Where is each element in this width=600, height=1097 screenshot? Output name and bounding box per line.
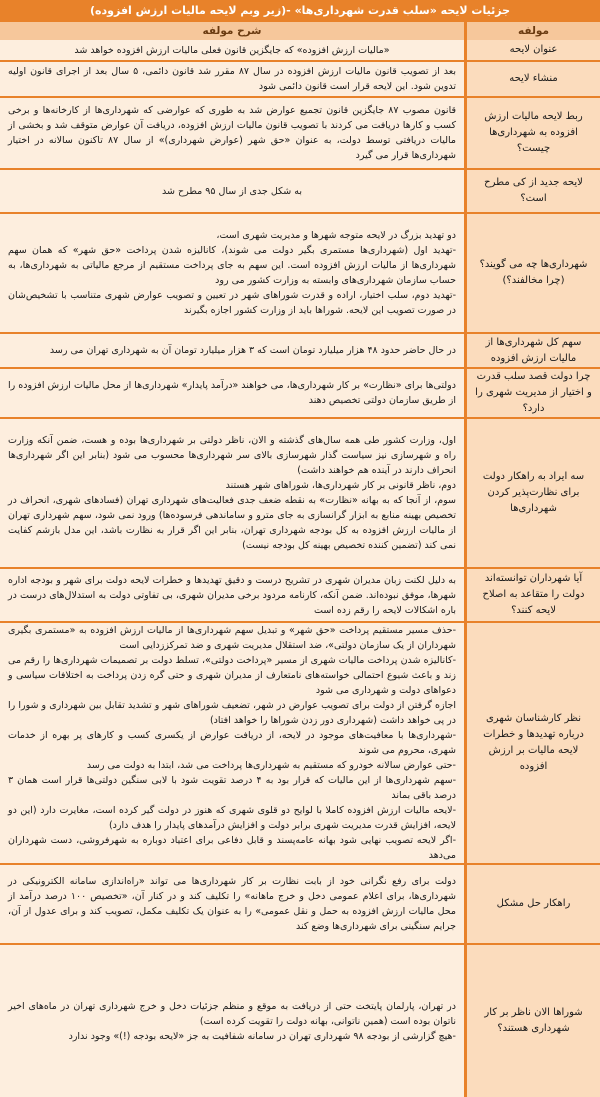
component-cell: راهکار حل مشکل: [464, 865, 600, 943]
component-cell: منشاء لایحه: [464, 62, 600, 96]
table-header: [0, 22, 600, 40]
component-cell: ربط لایحه مالیات ارزش افزوده به شهرداری‌ها چیست؟: [464, 98, 600, 168]
table-row: [0, 621, 600, 863]
description-cell: [0, 214, 464, 332]
description-paragraph: اول، وزارت کشور طی همه سال‌های گذشته و الان، ناظر دولتی بر شهرداری‌ها بوده و هست، ضمن آنکه وزارت راه و شهرسازی نیز سیاست گذار شهرسازی بالای سر شهرداری‌ها محسوب می شود (بنابر این اگر شهرداری‌ها انحراف دارند در آینده هم خواهند داشت): [8, 435, 456, 476]
component-cell: سهم کل شهرداری‌ها از مالیات ارزش افزوده: [464, 334, 600, 367]
description-cell: [0, 98, 464, 168]
component-cell: آیا شهرداران توانسته‌اند دولت را متقاعد به اصلاح لایحه کنند؟: [464, 569, 600, 621]
component-cell: شهرداری‌ها چه می گویند؟ (چرا مخالفند؟): [464, 214, 600, 332]
description-paragraph: -سهم شهرداری‌ها از این مالیات که قرار بود به ۴ درصد تقویت شود با لابی سنگین دولتی‌ها قرار است همان ۳ درصد باقی بماند: [8, 775, 456, 801]
table-body: [0, 40, 600, 1097]
description-paragraph: اجازه گرفتن از دولت برای تصویب عوارض در شهر، تضعیف شوراهای شهر و تشدید تقابل بین شهرداری و شورا را در پی خواهد داشت (شهرداری دور زدن شوراها را خواهد افتاد): [8, 700, 456, 726]
table-row: [0, 863, 600, 943]
description-paragraph: سوم، از آنجا که به بهانه «نظارت» به نقطه ضعف جدی فعالیت‌های شهرداری تهران (فسادهای شهری، انحراف در تخصیص بهینه منابع به ابزار گرانسازی به جای مترو و ساماندهی فرسوده‌ها) ورود نمی شود، سهم شهرداری تهران از مالیات ارزش افزوده به کل بودجه شهرداری تهران، بنابر این اگر قرار به نظارت باشد، این مدل بازشم کفایت نمی کند (تضمین کننده تخصیص بهینه کل بودجه نیست): [8, 495, 456, 551]
description-paragraph: -تهدید اول (شهرداری‌ها مستمری بگیر دولت می شوند)، کانالیزه شدن پرداخت «حق شهر» که همان سهم شهرداری‌ها از مالیات ارزش افزوده است. این سهم به جای پرداخت مستقیم از مرجع مالیاتی به شهرداری‌ها، به حساب سازمان شهرداری‌های وابسته به وزارت کشور می رود: [8, 245, 456, 286]
component-cell: شوراها الان ناظر بر کار شهرداری هستند؟: [464, 945, 600, 1097]
description-paragraph: -تهدید دوم، سلب اختیار، اراده و قدرت شوراهای شهر در تعیین و تصویب عوارض شهری متناسب با تشخیص‌شان در صورت تصویب این لایحه. شوراها باید از وزارت کشور اجازه بگیرند: [8, 290, 456, 316]
description-column-header: شرح مولفه: [202, 25, 262, 37]
description-paragraph: -لایحه مالیات ارزش افزوده کاملا با لوایح دو قلوی شهری که هنوز در دولت گیر کرده است، مغایرت دارد (این دو لایحه، افزایش قدرت مدیریت شهری برابر دولت و افزایش درآمدهای پایدار را هدف دارد): [8, 805, 456, 831]
description-paragraph: دولت برای رفع نگرانی خود از بابت نظارت بر کار شهرداری‌ها می تواند «راه‌اندازی سامانه الکترونیکی در شهرداری‌ها، برای اعلام عمومی دخل و خرج ماهانه» را تکلیف کند و در کنار آن، «تخصیص ۱۰۰ درصد درآمد از محل مالیات ارزش افزوده به حمل و نقل عمومی» را به عنوان یک تکلیف مکمل، تصویب کند و برای عدول از آن، جرایم سنگینی برای شهرداری‌ها وضع کند: [8, 876, 456, 932]
description-paragraph: -کانالیزه شدن پرداخت مالیات شهری از مسیر «پرداخت دولتی»، تسلط دولت بر تصمیمات شهرداری‌ها را رقم می زند و باعث شیوع احتمالی خواسته‌های نامتعارف از مدیران شهری و حتی گره زدن پرداخت به اختلافات سیاسی و دعواهای دولت و شهرداری می شود: [8, 655, 456, 696]
description-cell: [0, 369, 464, 417]
description-cell: [0, 945, 464, 1097]
description-paragraph: -اگر لایحه تصویب نهایی شود بهانه عامه‌پسند و قابل دفاعی برای اعتیاد دوباره به شهرفروشی، دست شهرداران می‌دهد: [8, 835, 456, 861]
description-paragraph: «مالیات ارزش افزوده» که جایگزین قانون فعلی مالیات ارزش افزوده خواهد شد: [74, 44, 390, 56]
component-column-header: مولفه: [464, 22, 600, 40]
description-paragraph: -هیچ گزارشی از بودجه ۹۸ شهرداری تهران در سامانه شفافیت به جز «لایحه بودجه (!)» وجود ندارد: [68, 1030, 456, 1042]
table-title: جزئیات لایحه «سلب قدرت شهرداری‌ها» -(زیر وبم لایحه مالیات ارزش افزوده): [0, 0, 600, 22]
component-cell: لایحه جدید از کی مطرح است؟: [464, 170, 600, 212]
description-cell: [0, 334, 464, 367]
description-cell: [0, 419, 464, 567]
description-cell: [0, 40, 464, 60]
description-paragraph: -شهرداری‌ها با معافیت‌های موجود در لایحه، از دریافت عوارض از یکسری کسب و کارهای پر بهره از خدمات شهری، محروم می شوند: [8, 730, 456, 756]
component-cell: عنوان لایحه: [464, 40, 600, 60]
description-paragraph: به دلیل لکنت زبان مدیران شهری در تشریح درست و دقیق تهدیدها و خطرات لایحه دولت برای شهر و بودجه اداره شهرها، موفق نبوده‌اند. ضمن آنکه، کارنامه مردود برخی مدیران شهری، بی تفاوتی دولت به استدلال‌های درست در باره اشکالات لایحه را رقم زده است: [8, 574, 456, 616]
description-cell: [0, 865, 464, 943]
table-row: [0, 417, 600, 567]
description-cell: [0, 170, 464, 212]
table-row: [0, 96, 600, 168]
description-cell: [0, 569, 464, 621]
description-paragraph: در تهران، پارلمان پایتخت حتی از دریافت به موقع و منظم جزئیات دخل و خرج شهرداری تهران در ماه‌های اخیر ناتوان بوده است (همین ناتوانی، بهانه دولت را تقویت کرده است): [8, 1000, 456, 1027]
description-paragraph: در حال حاضر حدود ۴۸ هزار میلیارد تومان است که ۳ هزار میلیارد تومان آن به شهرداری تهران می رسد: [49, 345, 456, 356]
table-row: [0, 332, 600, 367]
description-paragraph: قانون مصوب ۸۷ جایگزین قانون تجمیع عوارض شد به طوری که عوارضی که شهرداری‌ها از کارخانه‌ها و برخی کسب و کارها دریافت می کردند با تصویب قانون مالیات ارزش افزوده، دریافت آن عوارض متوقف شد و بخشی از مالیات دریافتی توسط دولت، به عنوان «حق شهر (عوارض شهرداری)» از سال ۸۷ تاکنون سالانه در اختیار شهرداری‌ها قرار می گیرد: [8, 105, 457, 161]
table-row: [0, 40, 600, 60]
table-row: [0, 60, 600, 96]
description-paragraph: دولتی‌ها برای «نظارت» بر کار شهرداری‌ها، می خواهند «درآمد پایدار» شهرداری‌ها از محل مالیات ارزش افزوده را از طریق سازمان دولتی تخصیص دهند: [8, 380, 456, 406]
table-row: [0, 943, 600, 1097]
table-row: [0, 367, 600, 417]
description-paragraph: دوم، ناظر قانونی بر کار شهرداری‌ها، شوراهای شهر هستند: [225, 480, 456, 491]
component-cell: نظر کارشناسان شهری درباره تهدیدها و خطرات لایحه مالیات بر ارزش افزوده: [464, 623, 600, 863]
description-cell: [0, 62, 464, 96]
description-paragraph: -حذف مسیر مستقیم پرداخت «حق شهر» و تبدیل سهم شهرداری‌ها از مالیات ارزش افزوده به «مستمری بگیری شهرداران از یک سازمان دولتی»، ضد استقلال مدیریت شهری و ضد تمرکززدایی است: [8, 625, 456, 651]
description-paragraph: -حتی عوارض سالانه خودرو که مستقیم به شهرداری‌ها پرداخت می شد، ابتدا به دولت می رسد: [86, 760, 456, 771]
component-cell: سه ایراد به راهکار دولت برای نظارت‌پذیر کردن شهرداری‌ها: [464, 419, 600, 567]
table-row: [0, 168, 600, 212]
component-cell: چرا دولت قصد سلب قدرت و اختیار از مدیریت شهری را دارد؟: [464, 369, 600, 417]
description-paragraph: دو تهدید بزرگ در لایحه متوجه شهرها و مدیریت شهری است،: [216, 230, 456, 241]
description-paragraph: بعد از تصویب قانون مالیات ارزش افزوده در سال ۸۷ مقرر شد قانون دائمی، ۵ سال بعد از اجرای قانون اولیه تدوین شود. این لایحه قرار است قانون دائمی شود: [8, 66, 456, 92]
table-row: [0, 212, 600, 332]
table-row: [0, 567, 600, 621]
description-cell: [0, 623, 464, 863]
description-paragraph: به شکل جدی از سال ۹۵ مطرح شد: [162, 185, 302, 197]
